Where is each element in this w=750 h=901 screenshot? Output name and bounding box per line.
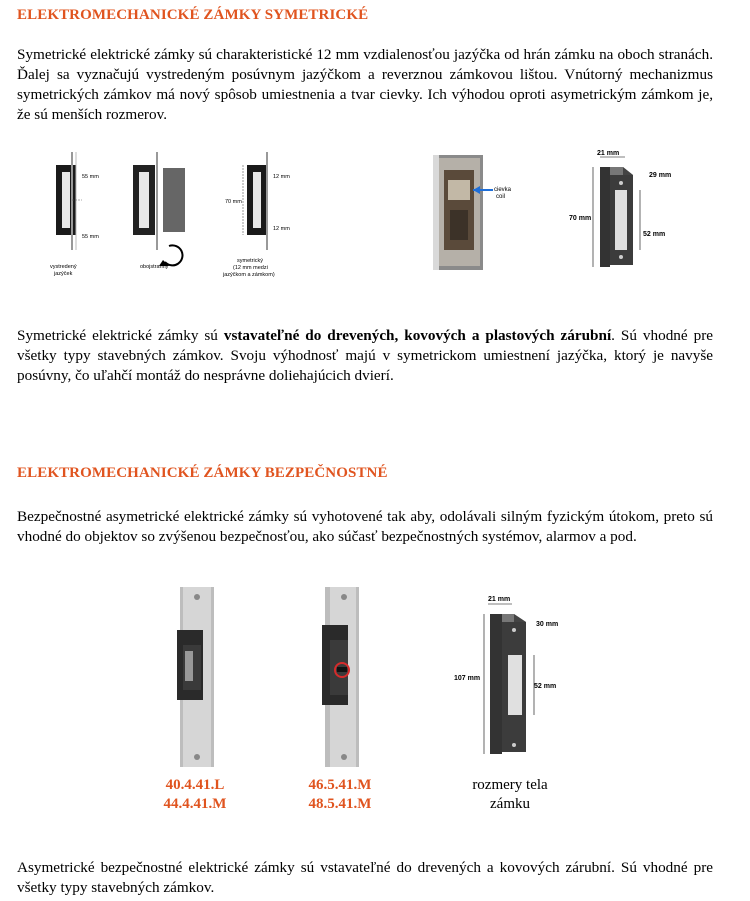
centered-label-line1: vystredený [50, 264, 77, 270]
coil-label-line1: cievka [494, 187, 512, 193]
product2-code-2: 48.5.41.M [308, 796, 372, 812]
dim-bottom-label: 55 mm [82, 234, 99, 240]
symmetric-label-line3: jazýčkom a zámkom) [223, 272, 275, 278]
inner-dim: 52 mm [534, 683, 557, 690]
mounting-text-pre: Symetrické elektrické zámky sú [17, 327, 224, 344]
dim-top-label: 55 mm [82, 174, 99, 180]
inner-dim: 52 mm [643, 231, 666, 238]
product2-code-1: 46.5.41.M [308, 777, 372, 793]
product-photo-2 [320, 585, 365, 770]
product1-code-2: 44.4.41.M [163, 796, 227, 812]
intro-paragraph-symmetric: Symetrické elektrické zámky sú charakteristické 12 mm vzdialenosťou jazýčka od hrán zámku na oboch stranách. Ďalej sa vyznačujú vystredeným posúvnym jazýčkom a reverznou zámkovou lištou. Vnútorný mechanizmus symetrických zámkov má nový spôsob umiestnenia a tvar cievky. Ich výhodou oproti asymetrickým zámkom je, že sú menších rozmerov. [17, 46, 713, 123]
mounting-paragraph-symmetric [17, 326, 713, 386]
depth-dim: 29 mm [649, 172, 672, 179]
symmetric-label-line1: symetrický [237, 258, 263, 264]
centered-latch-diagram [50, 150, 120, 280]
product-photo-1 [175, 585, 220, 770]
height-dim: 107 mm [454, 675, 481, 682]
symmetric-label-line2: (12 mm medzi [233, 265, 268, 271]
dim-bottom-label: 12 mm [273, 226, 290, 232]
symmetric-lock-photo [428, 150, 548, 275]
symmetric-diagram [215, 150, 300, 285]
mounting-text-post: . Sú vhodné pre všetky typy stavebných zámkov. Svoju výhodnosť majú v symetrickom umiestnení jazýčka, ktorý je navyše posúvny, čo uľahčí montáž do nesprávne doliehajúcich dvierí. [17, 327, 713, 384]
depth-dim: 30 mm [536, 621, 559, 628]
section-heading-symmetric: ELEKTROMECHANICKÉ ZÁMKY SYMETRICKÉ [17, 7, 369, 23]
outro-paragraph-security: Asymetrické bezpečnostné elektrické zámky sú vstavateľné do drevených a kovových zárubní. Sú vhodné pre všetky typy stavebných zámkov. [17, 859, 713, 896]
coil-label-line2: coil [496, 194, 506, 200]
width-dim: 21 mm [488, 596, 511, 603]
symmetric-dimension-drawing [565, 145, 675, 275]
product1-code-1: 40.4.41.L [165, 777, 225, 793]
dim-top-label: 12 mm [273, 174, 290, 180]
reversible-diagram [125, 150, 200, 280]
width-dim: 21 mm [597, 150, 620, 157]
dims-caption-line1: rozmery tela [472, 777, 548, 793]
intro-paragraph-security: Bezpečnostné asymetrické elektrické zámky sú vyhotovené tak aby, odolávali silným fyzickým útokom, preto sú vhodné do objektov so zvýšenou bezpečnosťou, ako súčasť bezpečnostných systémov, alarmov a pod. [17, 508, 713, 545]
dim-left-label: 70 mm [225, 199, 242, 205]
reversible-label: obojstranný [140, 264, 169, 270]
centered-label-line2: jazýček [54, 271, 73, 277]
height-dim: 70 mm [569, 215, 592, 222]
security-dimension-drawing [450, 590, 570, 760]
dims-caption-line2: zámku [490, 796, 530, 812]
mounting-text-bold: vstavateľné do drevených, kovových a plastových zárubní [223, 327, 612, 344]
section-heading-security: ELEKTROMECHANICKÉ ZÁMKY BEZPEČNOSTNÉ [17, 465, 388, 481]
